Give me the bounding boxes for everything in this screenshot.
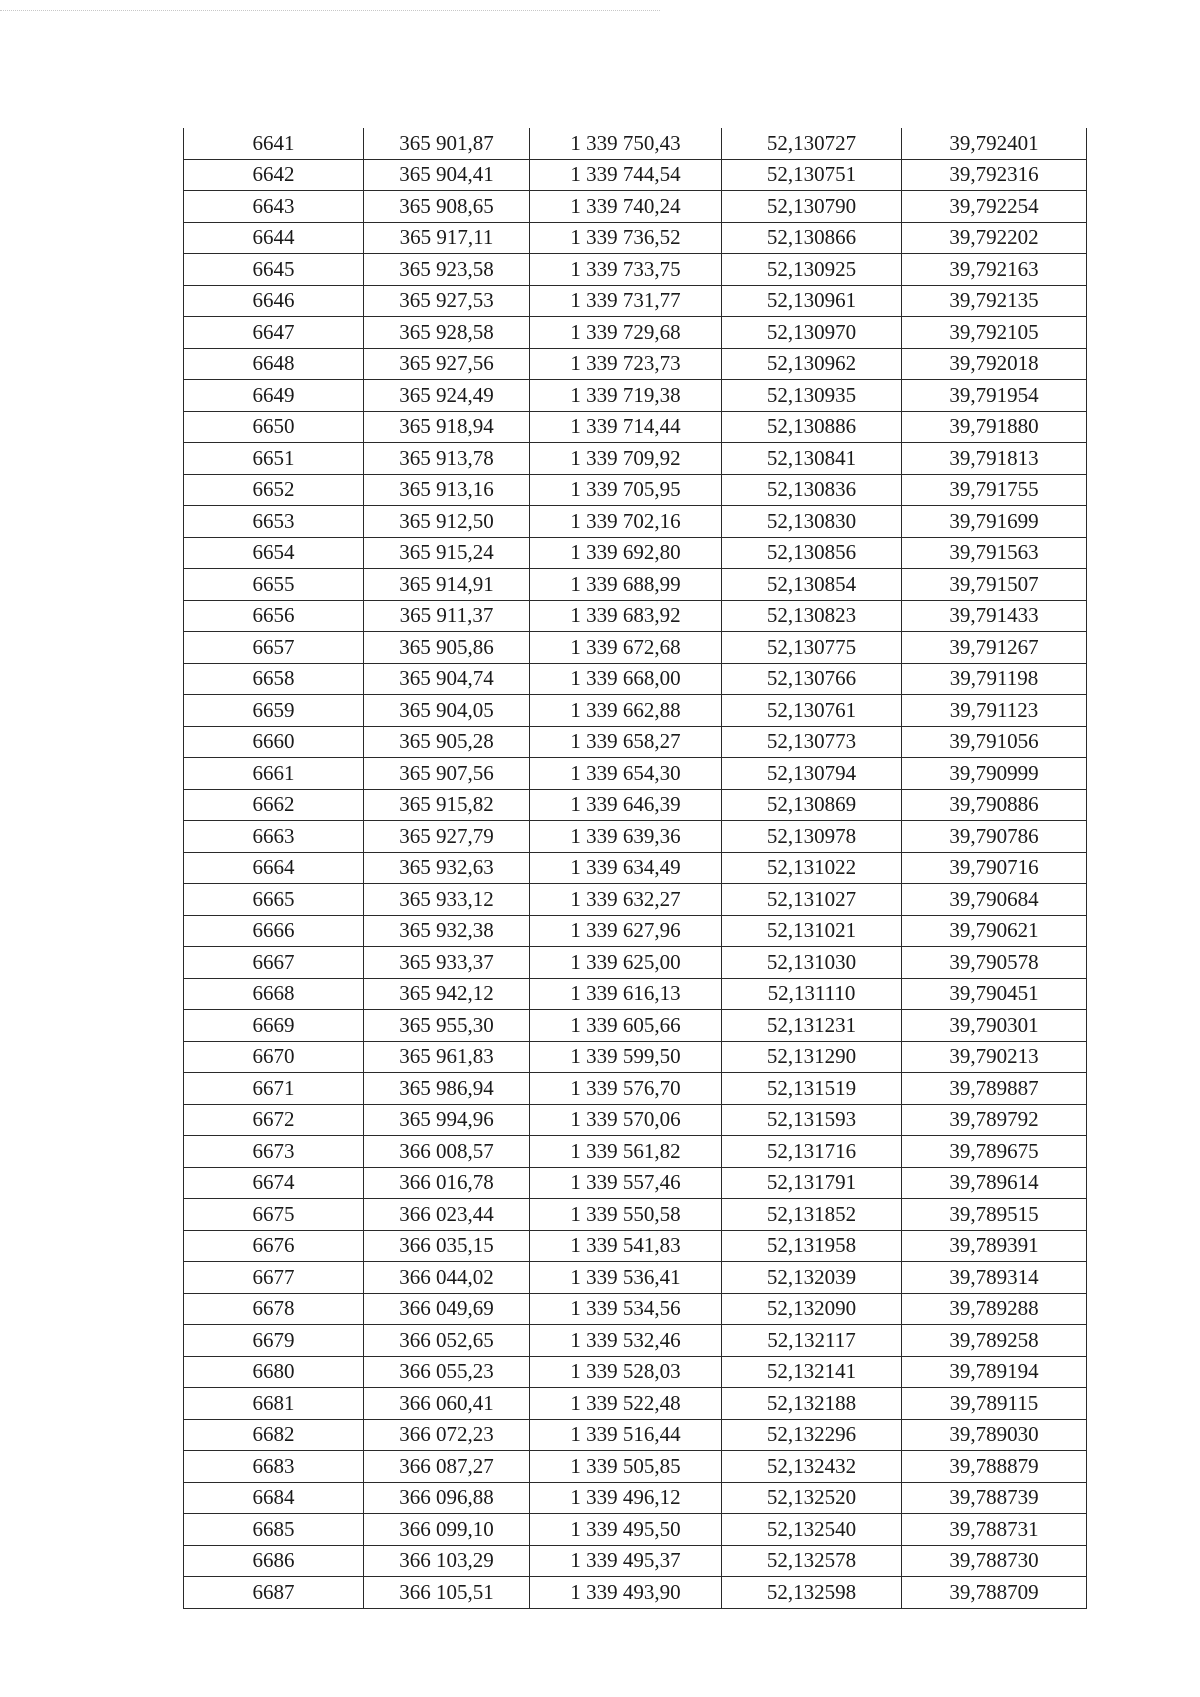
table-row	[184, 663, 1087, 695]
latitude-cell: 52,132090	[722, 1293, 902, 1325]
y-coordinate-cell: 1 339 672,68	[530, 632, 722, 664]
latitude-cell: 52,131027	[722, 884, 902, 916]
table-row	[184, 380, 1087, 412]
y-coordinate-cell: 1 339 744,54	[530, 159, 722, 191]
x-coordinate-cell: 366 052,65	[364, 1325, 530, 1357]
x-coordinate-cell: 366 072,23	[364, 1419, 530, 1451]
longitude-cell: 39,790578	[902, 947, 1087, 979]
longitude-cell: 39,791507	[902, 569, 1087, 601]
table-row	[184, 222, 1087, 254]
coordinates-table-body	[184, 128, 1087, 1608]
y-coordinate-cell: 1 339 723,73	[530, 348, 722, 380]
table-row	[184, 411, 1087, 443]
latitude-cell: 52,130751	[722, 159, 902, 191]
longitude-cell: 39,791954	[902, 380, 1087, 412]
latitude-cell: 52,132117	[722, 1325, 902, 1357]
y-coordinate-cell: 1 339 495,37	[530, 1545, 722, 1577]
point-number-cell: 6685	[184, 1514, 364, 1546]
latitude-cell: 52,132432	[722, 1451, 902, 1483]
table-row	[184, 1545, 1087, 1577]
x-coordinate-cell: 365 907,56	[364, 758, 530, 790]
y-coordinate-cell: 1 339 654,30	[530, 758, 722, 790]
latitude-cell: 52,130970	[722, 317, 902, 349]
x-coordinate-cell: 366 023,44	[364, 1199, 530, 1231]
point-number-cell: 6670	[184, 1041, 364, 1073]
x-coordinate-cell: 365 932,63	[364, 852, 530, 884]
table-row	[184, 1577, 1087, 1609]
point-number-cell: 6662	[184, 789, 364, 821]
table-row	[184, 789, 1087, 821]
x-coordinate-cell: 366 049,69	[364, 1293, 530, 1325]
table-row	[184, 821, 1087, 853]
x-coordinate-cell: 365 961,83	[364, 1041, 530, 1073]
x-coordinate-cell: 365 927,79	[364, 821, 530, 853]
y-coordinate-cell: 1 339 496,12	[530, 1482, 722, 1514]
longitude-cell: 39,792202	[902, 222, 1087, 254]
longitude-cell: 39,789030	[902, 1419, 1087, 1451]
point-number-cell: 6659	[184, 695, 364, 727]
table-row	[184, 1073, 1087, 1105]
longitude-cell: 39,790886	[902, 789, 1087, 821]
y-coordinate-cell: 1 339 625,00	[530, 947, 722, 979]
latitude-cell: 52,130790	[722, 191, 902, 223]
latitude-cell: 52,131958	[722, 1230, 902, 1262]
longitude-cell: 39,791880	[902, 411, 1087, 443]
point-number-cell: 6657	[184, 632, 364, 664]
point-number-cell: 6652	[184, 474, 364, 506]
point-number-cell: 6665	[184, 884, 364, 916]
x-coordinate-cell: 365 911,37	[364, 600, 530, 632]
x-coordinate-cell: 365 913,16	[364, 474, 530, 506]
longitude-cell: 39,791123	[902, 695, 1087, 727]
longitude-cell: 39,789515	[902, 1199, 1087, 1231]
point-number-cell: 6647	[184, 317, 364, 349]
longitude-cell: 39,792254	[902, 191, 1087, 223]
latitude-cell: 52,132540	[722, 1514, 902, 1546]
y-coordinate-cell: 1 339 532,46	[530, 1325, 722, 1357]
x-coordinate-cell: 366 008,57	[364, 1136, 530, 1168]
longitude-cell: 39,789194	[902, 1356, 1087, 1388]
longitude-cell: 39,791056	[902, 726, 1087, 758]
longitude-cell: 39,790786	[902, 821, 1087, 853]
longitude-cell: 39,789115	[902, 1388, 1087, 1420]
latitude-cell: 52,132598	[722, 1577, 902, 1609]
y-coordinate-cell: 1 339 599,50	[530, 1041, 722, 1073]
longitude-cell: 39,791267	[902, 632, 1087, 664]
y-coordinate-cell: 1 339 683,92	[530, 600, 722, 632]
latitude-cell: 52,130727	[722, 128, 902, 159]
latitude-cell: 52,131593	[722, 1104, 902, 1136]
table-row	[184, 506, 1087, 538]
y-coordinate-cell: 1 339 528,03	[530, 1356, 722, 1388]
latitude-cell: 52,130866	[722, 222, 902, 254]
longitude-cell: 39,792163	[902, 254, 1087, 286]
latitude-cell: 52,131519	[722, 1073, 902, 1105]
latitude-cell: 52,130830	[722, 506, 902, 538]
longitude-cell: 39,789314	[902, 1262, 1087, 1294]
longitude-cell: 39,788709	[902, 1577, 1087, 1609]
longitude-cell: 39,789288	[902, 1293, 1087, 1325]
latitude-cell: 52,130841	[722, 443, 902, 475]
longitude-cell: 39,790451	[902, 978, 1087, 1010]
latitude-cell: 52,132296	[722, 1419, 902, 1451]
table-row	[184, 632, 1087, 664]
latitude-cell: 52,131231	[722, 1010, 902, 1042]
table-row	[184, 852, 1087, 884]
longitude-cell: 39,792316	[902, 159, 1087, 191]
table-row	[184, 1167, 1087, 1199]
scan-artifact-line	[0, 10, 660, 11]
table-row	[184, 1293, 1087, 1325]
longitude-cell: 39,788739	[902, 1482, 1087, 1514]
latitude-cell: 52,132039	[722, 1262, 902, 1294]
x-coordinate-cell: 365 986,94	[364, 1073, 530, 1105]
x-coordinate-cell: 365 918,94	[364, 411, 530, 443]
point-number-cell: 6649	[184, 380, 364, 412]
x-coordinate-cell: 365 905,28	[364, 726, 530, 758]
longitude-cell: 39,792105	[902, 317, 1087, 349]
x-coordinate-cell: 365 933,37	[364, 947, 530, 979]
latitude-cell: 52,130856	[722, 537, 902, 569]
table-row	[184, 978, 1087, 1010]
longitude-cell: 39,791433	[902, 600, 1087, 632]
table-row	[184, 1199, 1087, 1231]
latitude-cell: 52,131852	[722, 1199, 902, 1231]
y-coordinate-cell: 1 339 495,50	[530, 1514, 722, 1546]
point-number-cell: 6666	[184, 915, 364, 947]
latitude-cell: 52,131290	[722, 1041, 902, 1073]
table-row	[184, 915, 1087, 947]
x-coordinate-cell: 365 955,30	[364, 1010, 530, 1042]
point-number-cell: 6687	[184, 1577, 364, 1609]
x-coordinate-cell: 365 912,50	[364, 506, 530, 538]
latitude-cell: 52,131791	[722, 1167, 902, 1199]
point-number-cell: 6677	[184, 1262, 364, 1294]
x-coordinate-cell: 366 016,78	[364, 1167, 530, 1199]
point-number-cell: 6651	[184, 443, 364, 475]
longitude-cell: 39,791813	[902, 443, 1087, 475]
point-number-cell: 6679	[184, 1325, 364, 1357]
latitude-cell: 52,130775	[722, 632, 902, 664]
latitude-cell: 52,132188	[722, 1388, 902, 1420]
point-number-cell: 6674	[184, 1167, 364, 1199]
x-coordinate-cell: 366 103,29	[364, 1545, 530, 1577]
y-coordinate-cell: 1 339 632,27	[530, 884, 722, 916]
longitude-cell: 39,792135	[902, 285, 1087, 317]
longitude-cell: 39,789391	[902, 1230, 1087, 1262]
y-coordinate-cell: 1 339 714,44	[530, 411, 722, 443]
longitude-cell: 39,789614	[902, 1167, 1087, 1199]
y-coordinate-cell: 1 339 729,68	[530, 317, 722, 349]
latitude-cell: 52,130925	[722, 254, 902, 286]
latitude-cell: 52,132578	[722, 1545, 902, 1577]
y-coordinate-cell: 1 339 627,96	[530, 915, 722, 947]
point-number-cell: 6641	[184, 128, 364, 159]
y-coordinate-cell: 1 339 709,92	[530, 443, 722, 475]
point-number-cell: 6682	[184, 1419, 364, 1451]
longitude-cell: 39,788731	[902, 1514, 1087, 1546]
table-row	[184, 947, 1087, 979]
latitude-cell: 52,131110	[722, 978, 902, 1010]
point-number-cell: 6663	[184, 821, 364, 853]
y-coordinate-cell: 1 339 702,16	[530, 506, 722, 538]
y-coordinate-cell: 1 339 534,56	[530, 1293, 722, 1325]
y-coordinate-cell: 1 339 658,27	[530, 726, 722, 758]
y-coordinate-cell: 1 339 536,41	[530, 1262, 722, 1294]
table-row	[184, 159, 1087, 191]
table-row	[184, 1419, 1087, 1451]
latitude-cell: 52,132141	[722, 1356, 902, 1388]
x-coordinate-cell: 365 994,96	[364, 1104, 530, 1136]
point-number-cell: 6658	[184, 663, 364, 695]
table-row	[184, 474, 1087, 506]
y-coordinate-cell: 1 339 668,00	[530, 663, 722, 695]
y-coordinate-cell: 1 339 688,99	[530, 569, 722, 601]
x-coordinate-cell: 365 927,56	[364, 348, 530, 380]
y-coordinate-cell: 1 339 750,43	[530, 128, 722, 159]
point-number-cell: 6675	[184, 1199, 364, 1231]
latitude-cell: 52,132520	[722, 1482, 902, 1514]
table-row	[184, 285, 1087, 317]
x-coordinate-cell: 365 933,12	[364, 884, 530, 916]
longitude-cell: 39,790684	[902, 884, 1087, 916]
table-row	[184, 254, 1087, 286]
y-coordinate-cell: 1 339 522,48	[530, 1388, 722, 1420]
longitude-cell: 39,790621	[902, 915, 1087, 947]
x-coordinate-cell: 365 904,74	[364, 663, 530, 695]
table-row	[184, 317, 1087, 349]
point-number-cell: 6680	[184, 1356, 364, 1388]
table-row	[184, 758, 1087, 790]
latitude-cell: 52,130961	[722, 285, 902, 317]
table-row	[184, 1388, 1087, 1420]
x-coordinate-cell: 365 942,12	[364, 978, 530, 1010]
point-number-cell: 6653	[184, 506, 364, 538]
latitude-cell: 52,131716	[722, 1136, 902, 1168]
x-coordinate-cell: 366 044,02	[364, 1262, 530, 1294]
x-coordinate-cell: 365 923,58	[364, 254, 530, 286]
point-number-cell: 6668	[184, 978, 364, 1010]
table-row	[184, 726, 1087, 758]
longitude-cell: 39,791699	[902, 506, 1087, 538]
latitude-cell: 52,130935	[722, 380, 902, 412]
longitude-cell: 39,790213	[902, 1041, 1087, 1073]
longitude-cell: 39,788879	[902, 1451, 1087, 1483]
longitude-cell: 39,791198	[902, 663, 1087, 695]
x-coordinate-cell: 365 915,82	[364, 789, 530, 821]
point-number-cell: 6667	[184, 947, 364, 979]
x-coordinate-cell: 366 035,15	[364, 1230, 530, 1262]
x-coordinate-cell: 365 914,91	[364, 569, 530, 601]
table-row	[184, 884, 1087, 916]
x-coordinate-cell: 365 904,05	[364, 695, 530, 727]
table-row	[184, 1325, 1087, 1357]
table-row	[184, 1451, 1087, 1483]
y-coordinate-cell: 1 339 705,95	[530, 474, 722, 506]
point-number-cell: 6683	[184, 1451, 364, 1483]
y-coordinate-cell: 1 339 616,13	[530, 978, 722, 1010]
point-number-cell: 6673	[184, 1136, 364, 1168]
x-coordinate-cell: 365 905,86	[364, 632, 530, 664]
latitude-cell: 52,131021	[722, 915, 902, 947]
point-number-cell: 6646	[184, 285, 364, 317]
table-row	[184, 1136, 1087, 1168]
longitude-cell: 39,790301	[902, 1010, 1087, 1042]
point-number-cell: 6686	[184, 1545, 364, 1577]
x-coordinate-cell: 365 932,38	[364, 915, 530, 947]
table-row	[184, 1356, 1087, 1388]
y-coordinate-cell: 1 339 740,24	[530, 191, 722, 223]
y-coordinate-cell: 1 339 505,85	[530, 1451, 722, 1483]
table-row	[184, 569, 1087, 601]
table-row	[184, 1482, 1087, 1514]
table-row	[184, 191, 1087, 223]
table-row	[184, 1230, 1087, 1262]
x-coordinate-cell: 366 105,51	[364, 1577, 530, 1609]
latitude-cell: 52,130761	[722, 695, 902, 727]
latitude-cell: 52,130773	[722, 726, 902, 758]
latitude-cell: 52,130836	[722, 474, 902, 506]
x-coordinate-cell: 366 055,23	[364, 1356, 530, 1388]
point-number-cell: 6648	[184, 348, 364, 380]
y-coordinate-cell: 1 339 576,70	[530, 1073, 722, 1105]
point-number-cell: 6681	[184, 1388, 364, 1420]
y-coordinate-cell: 1 339 516,44	[530, 1419, 722, 1451]
x-coordinate-cell: 366 087,27	[364, 1451, 530, 1483]
longitude-cell: 39,788730	[902, 1545, 1087, 1577]
latitude-cell: 52,130766	[722, 663, 902, 695]
table-row	[184, 1514, 1087, 1546]
table-row	[184, 1262, 1087, 1294]
x-coordinate-cell: 365 917,11	[364, 222, 530, 254]
x-coordinate-cell: 366 096,88	[364, 1482, 530, 1514]
x-coordinate-cell: 365 924,49	[364, 380, 530, 412]
point-number-cell: 6656	[184, 600, 364, 632]
point-number-cell: 6672	[184, 1104, 364, 1136]
table-row	[184, 1010, 1087, 1042]
table-row	[184, 1041, 1087, 1073]
x-coordinate-cell: 365 913,78	[364, 443, 530, 475]
table-row	[184, 600, 1087, 632]
point-number-cell: 6642	[184, 159, 364, 191]
latitude-cell: 52,130962	[722, 348, 902, 380]
y-coordinate-cell: 1 339 736,52	[530, 222, 722, 254]
y-coordinate-cell: 1 339 541,83	[530, 1230, 722, 1262]
y-coordinate-cell: 1 339 731,77	[530, 285, 722, 317]
x-coordinate-cell: 365 927,53	[364, 285, 530, 317]
y-coordinate-cell: 1 339 646,39	[530, 789, 722, 821]
table-row	[184, 443, 1087, 475]
table-row	[184, 537, 1087, 569]
point-number-cell: 6644	[184, 222, 364, 254]
latitude-cell: 52,130854	[722, 569, 902, 601]
point-number-cell: 6669	[184, 1010, 364, 1042]
y-coordinate-cell: 1 339 570,06	[530, 1104, 722, 1136]
point-number-cell: 6655	[184, 569, 364, 601]
point-number-cell: 6643	[184, 191, 364, 223]
x-coordinate-cell: 365 928,58	[364, 317, 530, 349]
point-number-cell: 6684	[184, 1482, 364, 1514]
y-coordinate-cell: 1 339 639,36	[530, 821, 722, 853]
latitude-cell: 52,130794	[722, 758, 902, 790]
longitude-cell: 39,789792	[902, 1104, 1087, 1136]
y-coordinate-cell: 1 339 550,58	[530, 1199, 722, 1231]
x-coordinate-cell: 366 099,10	[364, 1514, 530, 1546]
y-coordinate-cell: 1 339 662,88	[530, 695, 722, 727]
longitude-cell: 39,790999	[902, 758, 1087, 790]
latitude-cell: 52,131022	[722, 852, 902, 884]
table-row	[184, 348, 1087, 380]
y-coordinate-cell: 1 339 634,49	[530, 852, 722, 884]
longitude-cell: 39,789675	[902, 1136, 1087, 1168]
point-number-cell: 6654	[184, 537, 364, 569]
x-coordinate-cell: 365 904,41	[364, 159, 530, 191]
point-number-cell: 6660	[184, 726, 364, 758]
y-coordinate-cell: 1 339 493,90	[530, 1577, 722, 1609]
coordinates-table	[183, 128, 1087, 1609]
x-coordinate-cell: 365 908,65	[364, 191, 530, 223]
point-number-cell: 6664	[184, 852, 364, 884]
y-coordinate-cell: 1 339 605,66	[530, 1010, 722, 1042]
point-number-cell: 6645	[184, 254, 364, 286]
x-coordinate-cell: 365 915,24	[364, 537, 530, 569]
latitude-cell: 52,130978	[722, 821, 902, 853]
longitude-cell: 39,790716	[902, 852, 1087, 884]
longitude-cell: 39,792401	[902, 128, 1087, 159]
latitude-cell: 52,130886	[722, 411, 902, 443]
y-coordinate-cell: 1 339 557,46	[530, 1167, 722, 1199]
table-row	[184, 1104, 1087, 1136]
y-coordinate-cell: 1 339 719,38	[530, 380, 722, 412]
point-number-cell: 6650	[184, 411, 364, 443]
x-coordinate-cell: 366 060,41	[364, 1388, 530, 1420]
y-coordinate-cell: 1 339 692,80	[530, 537, 722, 569]
x-coordinate-cell: 365 901,87	[364, 128, 530, 159]
point-number-cell: 6678	[184, 1293, 364, 1325]
latitude-cell: 52,131030	[722, 947, 902, 979]
point-number-cell: 6661	[184, 758, 364, 790]
longitude-cell: 39,791563	[902, 537, 1087, 569]
table-row	[184, 128, 1087, 159]
y-coordinate-cell: 1 339 733,75	[530, 254, 722, 286]
table-row	[184, 695, 1087, 727]
y-coordinate-cell: 1 339 561,82	[530, 1136, 722, 1168]
latitude-cell: 52,130869	[722, 789, 902, 821]
longitude-cell: 39,789887	[902, 1073, 1087, 1105]
longitude-cell: 39,791755	[902, 474, 1087, 506]
longitude-cell: 39,792018	[902, 348, 1087, 380]
longitude-cell: 39,789258	[902, 1325, 1087, 1357]
point-number-cell: 6671	[184, 1073, 364, 1105]
latitude-cell: 52,130823	[722, 600, 902, 632]
point-number-cell: 6676	[184, 1230, 364, 1262]
